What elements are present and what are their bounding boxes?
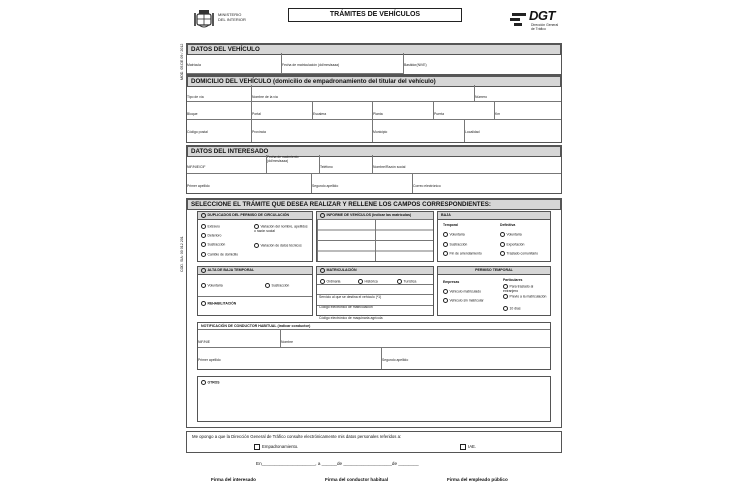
postal-code-field[interactable] (187, 120, 252, 142)
option-label: Sustracción (449, 242, 468, 247)
option-label: Variación del nombre, apellidos o razón social (254, 224, 308, 233)
dup-option-tech-change[interactable] (254, 243, 310, 248)
option-label: Ordinaria (326, 279, 341, 284)
stair-field[interactable] (313, 102, 373, 120)
others-title: OTROS (207, 380, 220, 385)
stair-label: Escalera (313, 112, 327, 116)
reregistration-title: ALTA DE BAJA TEMPORAL (207, 268, 255, 272)
floor-label: Planta (373, 112, 383, 116)
reg-agri-code-field[interactable] (317, 305, 433, 320)
door-label: Puerta (434, 112, 444, 116)
radio-icon (500, 251, 505, 256)
checkbox-icon (254, 444, 260, 450)
duplicates-header[interactable] (198, 212, 312, 220)
option-label: Cambio de domicilio (207, 252, 239, 257)
consent-text: Me opongo a que la Dirección General de Tráfico consulte electrónicamente mis datos personales referidos a: (192, 434, 402, 439)
permit-registered[interactable] (443, 289, 481, 294)
checkbox-icon (460, 444, 466, 450)
driver-first-surname-label: Primer apellido (198, 358, 221, 362)
portal-label: Portal (252, 112, 261, 116)
temporal-label: Temporal (443, 223, 459, 227)
ministry-name-line1: MINISTERIO (218, 12, 242, 17)
alta-voluntary[interactable] (201, 283, 223, 288)
street-name-label: Nombre de la vía (252, 95, 278, 99)
radio-icon (201, 242, 206, 247)
radio-icon (443, 242, 448, 247)
reg-code-field[interactable] (317, 294, 433, 309)
vin-label: Bastidor(NIVE) (404, 63, 427, 67)
individuals-label: Particulares (503, 278, 523, 282)
option-label: Previo a la matriculación (509, 294, 547, 299)
nif-field[interactable] (187, 155, 267, 174)
option-label: Exportación (506, 242, 525, 247)
municipality-label: Municipio (373, 130, 388, 134)
baja-def-export[interactable] (500, 242, 524, 247)
option-label: Empadronamiento. (262, 444, 299, 450)
reg-service-field[interactable] (317, 284, 433, 299)
vehicle-header: DATOS DEL VEHÍCULO (187, 44, 561, 55)
dup-option-damage[interactable] (201, 233, 221, 238)
permit-10-days[interactable] (503, 306, 521, 311)
street-type-field[interactable] (187, 85, 252, 102)
street-number-label: Número (475, 95, 488, 99)
alta-theft[interactable] (265, 283, 289, 288)
first-surname-field[interactable] (187, 174, 312, 193)
dup-option-address-change[interactable] (201, 252, 238, 257)
reregistration-radio-icon (201, 268, 206, 273)
model-code: MOD. 05.DE 09 / 2012 (180, 43, 184, 80)
report-title: INFORME DE VEHÍCULOS (indicar las matrículas) (326, 213, 412, 217)
phone-field[interactable] (320, 155, 373, 174)
option-label: REHABILITACIÓN (207, 301, 237, 306)
option-label: Fin de arrendamiento (449, 251, 482, 256)
option-label: Sustracción (271, 283, 290, 288)
floor-field[interactable] (373, 102, 434, 120)
reg-service-label: Servicio al que se destina el vehículo (*1) (319, 295, 382, 299)
procedures-header: SELECCIONE EL TRÁMITE QUE DESEA REALIZAR Y RELLENE LOS CAMPOS CORRESPONDIENTES: (187, 199, 561, 210)
email-label: Correo electrónico (413, 184, 441, 188)
driver-name-label: Nombre (281, 340, 294, 344)
radio-icon (254, 243, 259, 248)
plate-label: Matrícula (187, 63, 201, 67)
signature-employee: Firma del empleado público (447, 477, 508, 482)
driver-nif-field[interactable] (198, 329, 281, 348)
baja-def-voluntary[interactable] (500, 232, 522, 237)
radio-icon (503, 306, 508, 311)
others-radio-icon (201, 380, 206, 385)
companies-label: Empresas (443, 280, 460, 284)
birth-date-label: Fecha de nacimiento (dd/mm/aaaa) (267, 155, 299, 163)
option-label: Voluntaria (506, 232, 522, 237)
permit-abroad[interactable] (503, 284, 549, 293)
permit-unregistered[interactable] (443, 298, 484, 303)
place-date-line: En_____________________, a ______de ___________________de ________ (256, 461, 419, 466)
birth-date-field[interactable] (267, 155, 320, 174)
driver-nif-label: NIF/NIE (198, 340, 211, 344)
registration-date-label: Fecha de matriculación (dd/mm/aaaa) (282, 63, 340, 67)
name-label: Nombre/Razón social (373, 165, 406, 169)
radio-icon (443, 298, 448, 303)
baja-temp-lease-end[interactable] (443, 251, 482, 256)
second-surname-label: Segundo apellido (312, 184, 339, 188)
dgt-logo-icon (510, 9, 528, 29)
option-label: Variación de datos técnicos (260, 243, 302, 248)
radio-icon (443, 232, 448, 237)
consent-iae-option[interactable] (460, 444, 476, 450)
email-field[interactable] (413, 174, 561, 193)
radio-icon (443, 251, 448, 256)
locality-field[interactable] (465, 120, 561, 142)
deregistration-header: BAJA (438, 212, 550, 220)
definitive-label: Definitiva (500, 223, 516, 227)
option-label: Extravío (207, 224, 220, 229)
ministry-crest-icon (193, 8, 215, 30)
signature-driver: Firma del conductor habitual (325, 477, 389, 482)
door-field[interactable] (434, 102, 495, 120)
municipality-field[interactable] (373, 120, 465, 142)
plate-field[interactable] (187, 53, 282, 74)
option-label: Vehículo sin matricular (449, 298, 484, 303)
radio-icon (201, 252, 206, 257)
radio-icon (201, 224, 206, 229)
dup-option-theft[interactable] (201, 242, 225, 247)
baja-def-community[interactable] (500, 251, 538, 256)
portal-field[interactable] (252, 102, 313, 120)
others-label (198, 377, 550, 388)
option-label: IAE. (468, 444, 477, 450)
driver-header: NOTIFICACIÓN DE CONDUCTOR HABITUAL (indicar conductor) (198, 323, 550, 330)
street-number-field[interactable] (475, 85, 561, 102)
option-label: Vehículo matriculado (449, 289, 481, 294)
name-field[interactable] (373, 155, 561, 174)
applicant-header: DATOS DEL INTERESADO (187, 146, 561, 157)
registration-title: MATRICULACIÓN (326, 268, 357, 272)
duplicates-title: DUPLICADOS DEL PERMISO DE CIRCULACIÓN (207, 213, 290, 217)
province-label: Provincia (252, 130, 266, 134)
radio-icon (265, 283, 270, 288)
report-plate-grid[interactable] (317, 219, 433, 261)
registration-header[interactable] (317, 267, 433, 275)
rehab-divider (198, 296, 312, 297)
radio-icon (201, 283, 206, 288)
page-title: TRÁMITES DE VEHÍCULOS (288, 8, 462, 22)
radio-icon (500, 242, 505, 247)
driver-name-field[interactable] (281, 329, 550, 348)
option-label: Turística (403, 279, 417, 284)
temporary-permit-header: PERMISO TEMPORAL (438, 267, 550, 275)
dgt-subtitle-line2: de Tráfico (531, 27, 546, 31)
baja-temp-theft[interactable] (443, 242, 467, 247)
driver-first-surname-field[interactable] (198, 348, 382, 369)
others-box[interactable] (197, 376, 551, 422)
radio-icon (500, 232, 505, 237)
duplicates-radio-icon (201, 213, 206, 218)
reg-agri-code-label: Código electrónico de maquinaria agrícola (319, 316, 383, 320)
province-field[interactable] (252, 120, 373, 142)
option-label: Histórica (364, 279, 378, 284)
dup-option-loss[interactable] (201, 224, 220, 229)
dup-option-name-change[interactable] (254, 224, 310, 233)
radio-icon (201, 233, 206, 238)
block-field[interactable] (187, 102, 252, 120)
rehabilitation-option[interactable] (201, 301, 236, 306)
option-label: Para traslado al extranjero (503, 284, 534, 293)
radio-icon (443, 289, 448, 294)
consent-census-option[interactable] (254, 444, 298, 450)
driver-second-surname-field[interactable] (382, 348, 550, 369)
dgt-subtitle-line1: Dirección General (531, 23, 559, 27)
option-label: Sustracción (207, 242, 226, 247)
street-name-field[interactable] (252, 85, 475, 102)
radio-icon (201, 301, 206, 306)
permit-pre-registration[interactable] (503, 294, 549, 299)
locality-label: Localidad (465, 130, 480, 134)
phone-label: Teléfono (320, 165, 333, 169)
km-label: Km (495, 112, 501, 116)
option-label: Traslado comunitario (506, 251, 539, 256)
reregistration-box (197, 266, 313, 316)
reregistration-header[interactable] (198, 267, 312, 275)
street-type-label: Tipo de vía (187, 95, 204, 99)
option-label: Deterioro (207, 233, 222, 238)
option-label: Voluntaria (449, 232, 465, 237)
nif-label: NIF/NIE/CIF (187, 165, 206, 169)
radio-icon (503, 294, 508, 299)
sia-code: COD. SIA: 00 012 201 (180, 236, 184, 272)
postal-code-label: Código postal (187, 130, 208, 134)
dgt-logo-text: DGT (529, 8, 555, 23)
km-field[interactable] (495, 102, 561, 120)
driver-second-surname-label: Segundo apellido (382, 358, 409, 362)
baja-temp-voluntary[interactable] (443, 232, 465, 237)
block-label: Bloque (187, 112, 198, 116)
address-header: DOMICILIO DEL VEHÍCULO (domicilio de empadronamiento del titular del vehículo) (187, 76, 561, 87)
registration-date-field[interactable] (282, 53, 404, 74)
option-label: 10 días (509, 306, 521, 311)
registration-radio-icon (320, 268, 325, 273)
first-surname-label: Primer apellido (187, 184, 210, 188)
report-radio-icon (320, 213, 325, 218)
ministry-name-line2: DEL INTERIOR (218, 17, 246, 22)
reg-code-label: Código electrónico de matriculación (319, 305, 373, 309)
vin-field[interactable] (404, 53, 561, 74)
second-surname-field[interactable] (312, 174, 413, 193)
signature-applicant: Firma del interesado (211, 477, 256, 482)
option-label: Voluntaria (207, 283, 223, 288)
